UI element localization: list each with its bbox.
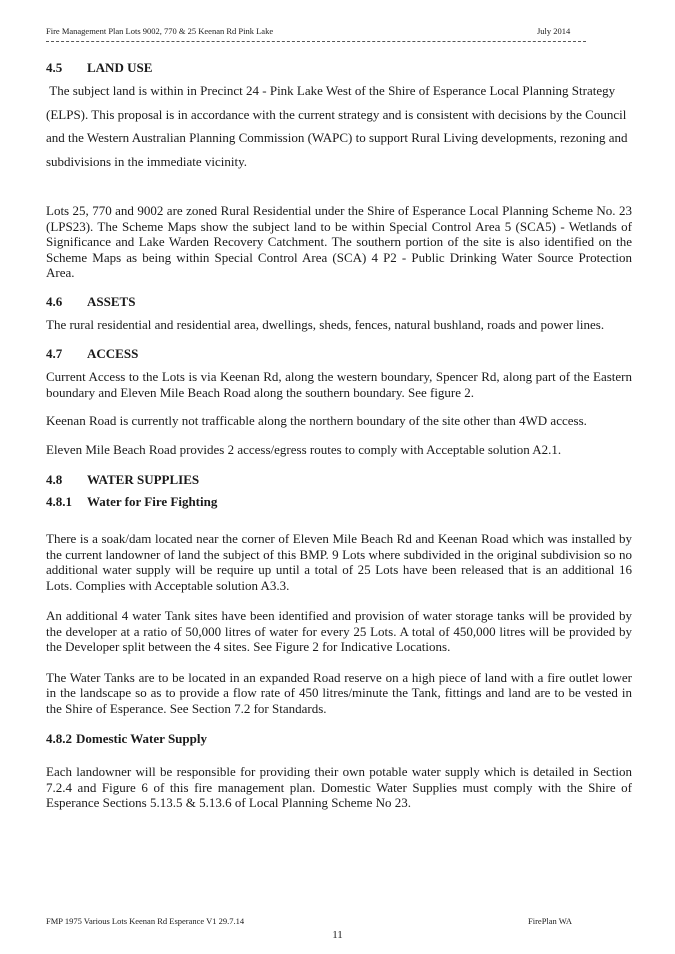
section-number: 4.8.1 bbox=[46, 494, 72, 509]
section-heading-4-7 bbox=[46, 346, 632, 362]
header-title: Fire Management Plan Lots 9002, 770 & 25 Keenan Rd Pink Lake bbox=[46, 26, 274, 36]
access-paragraph-3: Eleven Mile Beach Road provides 2 access/egress routes to comply with Acceptable solution A2.1. bbox=[46, 441, 562, 457]
section-heading-4-5 bbox=[46, 60, 632, 76]
section-number: 4.8 bbox=[46, 472, 63, 487]
section-heading-4-6 bbox=[46, 294, 632, 310]
assets-paragraph: The rural residential and residential area, dwellings, sheds, fences, natural bushland, roads and power lines. bbox=[46, 316, 605, 332]
page-header bbox=[46, 26, 586, 38]
section-heading-4-8-1 bbox=[46, 494, 632, 510]
fire-water-paragraph-2: An additional 4 water Tank sites have been identified and provision of water storage tanks will be provided by the developer at a ratio of 50,000 litres of water for every 25 Lots. A total of 450,000 litres will be provided by the Developer split between the 4 sites. See Figure 2 for Indicative Locations. bbox=[46, 608, 632, 654]
header-divider bbox=[46, 41, 586, 42]
section-number: 4.7 bbox=[46, 346, 63, 361]
section-number: 4.5 bbox=[46, 60, 63, 75]
access-paragraph-2: Keenan Road is currently not trafficable along the northern boundary of the site other than 4WD access. bbox=[46, 413, 587, 428]
document-body bbox=[46, 60, 632, 811]
section-heading-4-8-2 bbox=[46, 731, 632, 747]
section-title: ACCESS bbox=[87, 346, 139, 361]
fire-water-paragraph-1: There is a soak/dam located near the corner of Eleven Mile Beach Rd and Keenan Road which was installed by the current landowner of land the subject of this BMP. 9 Lots where subdivided in the original subdivision so no additional water supply will be require up until a total of 25 Lots have been released that is an additional 16 Lots. Complies with Acceptable solution A3.3. bbox=[46, 531, 632, 593]
section-number: 4.6 bbox=[46, 293, 63, 309]
section-number: 4.8.2 bbox=[46, 731, 72, 746]
section-title: ASSETS bbox=[87, 293, 136, 309]
access-paragraph-1: Current Access to the Lots is via Keenan Rd, along the western boundary, Spencer Rd, along part of the Eastern boundary and Eleven Mile Beach Road along the southern boundary. See figure 2. bbox=[46, 369, 632, 400]
section-title: Domestic Water Supply bbox=[76, 731, 207, 746]
section-title: Water for Fire Fighting bbox=[87, 494, 218, 509]
section-title: LAND USE bbox=[87, 60, 153, 75]
section-heading-4-8 bbox=[46, 472, 632, 488]
section-title: WATER SUPPLIES bbox=[87, 472, 200, 487]
land-use-paragraph-2: Lots 25, 770 and 9002 are zoned Rural Residential under the Shire of Esperance Local Planning Scheme No. 23 (LPS23). The Scheme Maps show the subject land to be within Special Control Area 5 (SCA5) - Wetlands of Significance and Lake Warden Recovery Catchment. The southern portion of the site is also identified on the Scheme Maps as being within Special Control Area (SCA) 4 P2 - Public Drinking Water Source Protection Area. bbox=[46, 203, 632, 280]
domestic-water-paragraph: Each landowner will be responsible for providing their own potable water supply which is detailed in Section 7.2.4 and Figure 6 of this fire management plan. Domestic Water Supplies must comply with the Shire of Esperance Sections 5.13.5 & 5.13.6 of Local Planning Scheme No 23. bbox=[46, 764, 632, 810]
footer-company: FirePlan WA bbox=[528, 916, 572, 926]
fire-water-paragraph-3: The Water Tanks are to be located in an expanded Road reserve on a high piece of land with a fire outlet lower in the landscape so as to provide a flow rate of 450 litres/minute the Tank, fittings and land are to be vested in the Shire of Esperance. See Section 7.2 for Standards. bbox=[46, 669, 632, 716]
land-use-paragraph-1: The subject land is within in Precinct 24 - Pink Lake West of the Shire of Esperance Local Planning Strategy (ELPS). This proposal is in accordance with the current strategy and is consistent with decisions by the Council and the Western Australian Planning Commission (WAPC) to support Rural Living developments, rezoning and subdivisions in the immediate vicinity. bbox=[46, 83, 628, 169]
page-number: 11 bbox=[332, 929, 343, 941]
header-date: July 2014 bbox=[537, 26, 571, 36]
footer-document-id: FMP 1975 Various Lots Keenan Rd Esperance V1 29.7.14 bbox=[46, 916, 245, 926]
